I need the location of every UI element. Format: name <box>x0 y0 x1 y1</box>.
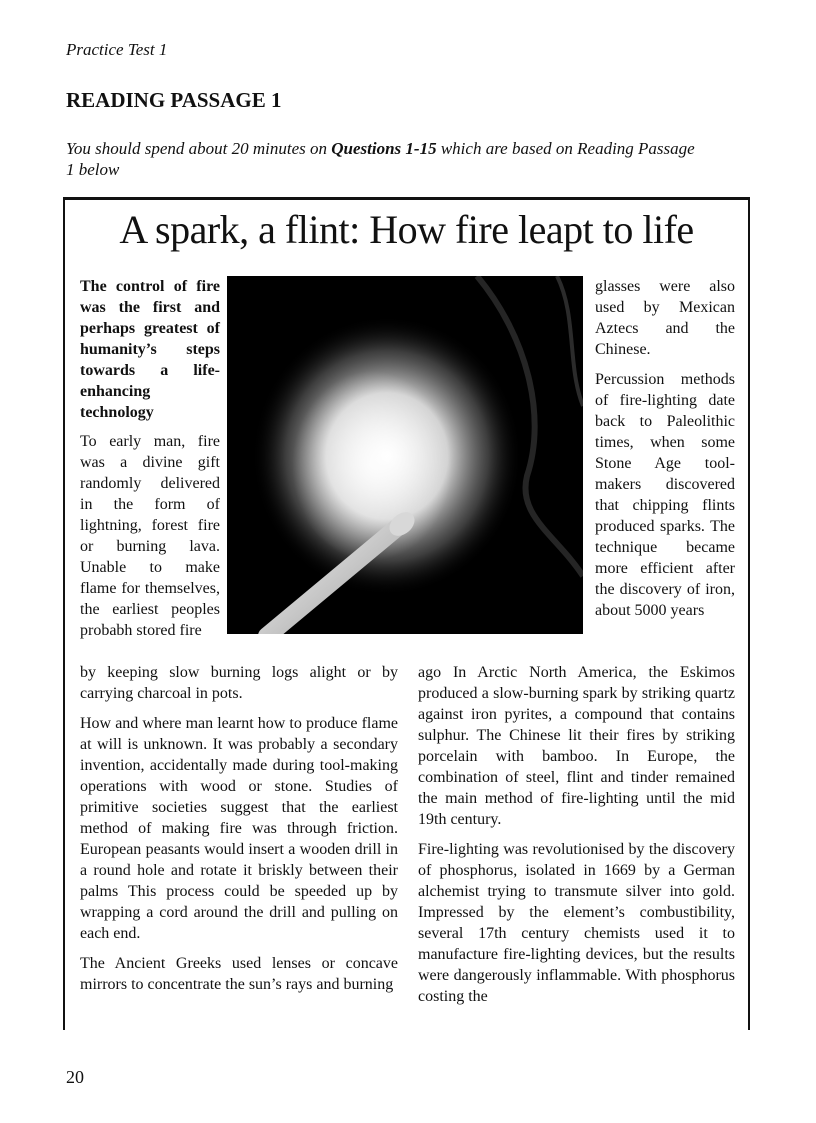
section-title: READING PASSAGE 1 <box>66 88 282 112</box>
paragraph-percussion-continued: ago In Arctic North America, the Eskimos produced a slow-burning spark by striking quartz against iron pyrites, a compound that contains sulphur. The Chinese lit their fires by striking porcelain with bamboo. In Europe, the combination of steel, flint and tinder remained the main method of fire-lighting until the mid 19th century. <box>418 664 735 828</box>
running-header: Practice Test 1 <box>66 40 168 59</box>
article-right-column <box>418 662 735 1016</box>
match-flame-illustration <box>227 276 583 634</box>
article-left-column <box>80 662 398 1004</box>
paragraph-intro-continued: by keeping slow burning logs alight or by carrying charcoal in pots. <box>80 664 398 702</box>
article-intro <box>80 431 220 650</box>
article-right-top-column <box>595 276 735 630</box>
instruction <box>66 138 706 180</box>
match-flame-photo <box>227 276 583 634</box>
paragraph-lenses-continued: glasses were also used by Mexican Aztecs and the Chinese. <box>595 278 735 358</box>
paragraph-intro: To early man, fire was a divine gift randomly delivered in the form of lightning, forest fire or burning lava. Unable to make flame for themselves, the earliest peoples probabh stored fire <box>80 433 220 639</box>
paragraph-phosphorus: Fire-lighting was revolutionised by the discovery of phosphorus, isolated in 1669 by a German alchemist trying to transmute silver into gold. Impressed by the element’s combustibility, several 17th century chemists used it to manufacture fire-lighting devices, but the results were dangerously inflammable. With phosphorus costing the <box>418 841 735 1005</box>
instruction-text-before: You should spend about 20 minutes on <box>66 139 332 158</box>
article-title: A spark, a flint: How fire leapt to life <box>119 207 694 252</box>
paragraph-percussion: Percussion methods of fire-lighting date back to Paleolithic times, when some Stone Age tool-makers discovered that chipping flints produced sparks. The technique became more efficient after the discovery of iron, about 5000 years <box>595 371 735 619</box>
article-lead: The control of fire was the first and perhaps greatest of humanity’s steps towards a life-enhancing technology <box>80 278 220 421</box>
page-number: 20 <box>66 1067 84 1087</box>
paragraph-friction: How and where man learnt how to produce flame at will is unknown. It was probably a secondary invention, accidentally made during tool-making operations with wood or stone. Studies of primitive societies suggest that the earliest method of making fire was through friction. European peasants would insert a wooden drill in a round hole and rotate it briskly between their palms This process could be speeded up by wrapping a cord around the drill and pulling on each end. <box>80 715 398 942</box>
instruction-questions: Questions 1-15 <box>331 139 437 158</box>
paragraph-lenses: The Ancient Greeks used lenses or concave mirrors to concentrate the sun’s rays and burning <box>80 955 398 993</box>
instruction-text-after: which are based on Reading Passage 1 below <box>66 139 695 179</box>
